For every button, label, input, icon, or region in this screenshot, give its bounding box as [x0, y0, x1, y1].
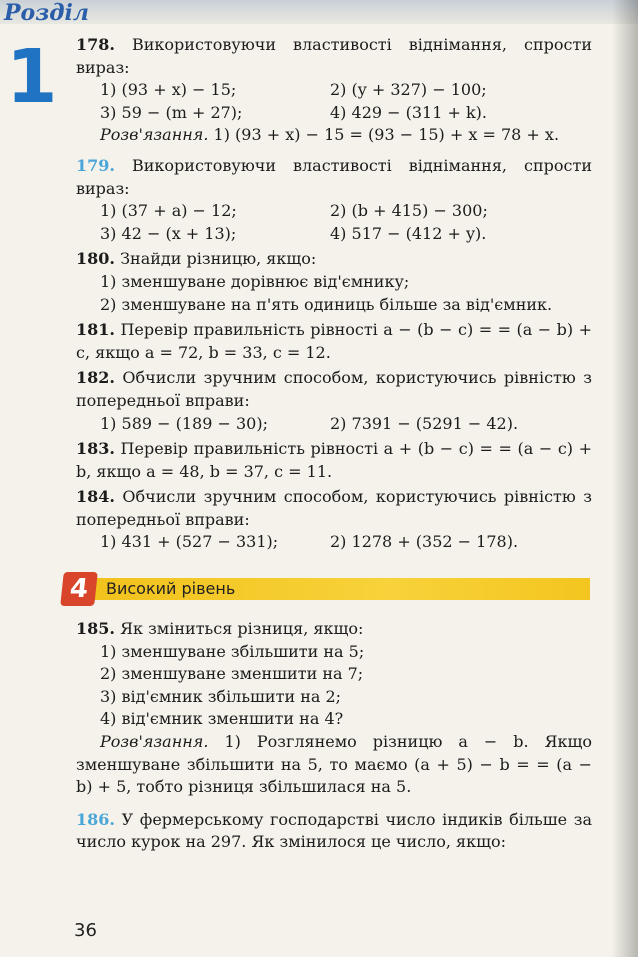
exercise-text: Як зміниться різниця, якщо: [120, 619, 364, 639]
level-banner [62, 572, 592, 606]
item: 2) 1278 + (352 − 178). [330, 532, 519, 552]
exercise-181 [76, 319, 592, 364]
level-label: Високий рівень [106, 579, 236, 599]
section-heading: Розділ [4, 0, 90, 26]
item: 3) 42 − (x + 13); [100, 223, 237, 243]
exercise-number: 180. [76, 249, 115, 269]
item: 4) 429 − (311 + k). [330, 102, 488, 122]
exercise-180 [76, 248, 592, 316]
page-number: 36 [74, 920, 97, 941]
exercise-184 [76, 486, 592, 554]
item: 1) зменшуване збільшити на 5; [100, 641, 365, 661]
page-edge-shadow [612, 0, 638, 957]
item: 3) 59 − (m + 27); [100, 102, 243, 122]
solution-text: 1) Розглянемо різницю a − b. Якщо зменшуване збільшити на 5, то маємо (a + 5) − b = = (a − b) + 5, тобто різниця збільшилася на 5. [76, 732, 593, 797]
item: 2) зменшуване на п'ять одиниць більше за від'ємник. [100, 294, 553, 314]
exercise-number: 181. [76, 320, 115, 340]
exercise-number: 178. [76, 35, 115, 54]
chapter-number: 1 [6, 34, 58, 120]
item: 4) від'ємник зменшити на 4? [100, 709, 344, 729]
item: 1) (37 + a) − 12; [100, 201, 237, 221]
exercise-text: Обчисли зручним способом, користуючись рівністю з попередньої вправи: [76, 368, 592, 410]
exercise-text: Використовуючи властивості віднімання, спрости вираз: [76, 155, 592, 198]
item: 2) (y + 327) − 100; [330, 80, 487, 100]
exercise-text: Знайди різницю, якщо: [120, 249, 317, 269]
exercise-number: 182. [76, 368, 115, 388]
exercise-179 [76, 155, 592, 245]
item: 1) зменшуване дорівнює від'ємнику; [100, 271, 410, 291]
exercise-183 [76, 438, 592, 483]
level-badge: 4 [60, 572, 98, 606]
exercise-items [76, 531, 592, 554]
item: 1) 431 + (527 − 331); [100, 532, 279, 552]
item: 1) 589 − (189 − 30); [100, 413, 268, 433]
exercise-178 [76, 34, 592, 147]
exercise-items [76, 79, 592, 124]
item: 2) (b + 415) − 300; [330, 201, 488, 221]
exercise-number: 179. [76, 155, 115, 175]
exercise-number: 184. [76, 487, 115, 507]
solution-text: 1) (93 + x) − 15 = (93 − 15) + x = 78 + x. [213, 125, 560, 145]
item: 2) зменшуване зменшити на 7; [100, 664, 364, 684]
exercise-number: 185. [76, 619, 115, 639]
exercise-text: Перевір правильність рівності a − (b − c) = = (a − b) + c, якщо a = 72, b = 33, c = 12. [76, 320, 592, 362]
exercise-text: Перевір правильність рівності a + (b − c) = = (a − c) + b, якщо a = 48, b = 37, c = 11. [76, 439, 592, 481]
exercise-185 [76, 618, 592, 799]
item: 1) (93 + x) − 15; [100, 80, 237, 100]
exercise-text: У фермерському господарстві число індиків більше за число курок на 297. Як змінилося це число, якщо: [76, 809, 592, 852]
exercise-186 [76, 809, 592, 854]
item: 3) від'ємник збільшити на 2; [100, 686, 342, 706]
item: 4) 517 − (412 + y). [330, 223, 487, 243]
exercise-items [76, 413, 592, 436]
item: 2) 7391 − (5291 − 42). [330, 413, 519, 433]
exercise-number: 183. [76, 439, 115, 459]
solution-label: Розв'язання. [100, 125, 209, 145]
page-top-band [0, 0, 638, 24]
solution-label: Розв'язання. [100, 732, 209, 752]
exercise-items [76, 200, 592, 245]
exercise-182 [76, 367, 592, 435]
page-content [68, 34, 593, 857]
exercise-number: 186. [76, 809, 115, 829]
exercise-text: Обчисли зручним способом, користуючись рівністю з попередньої вправи: [76, 487, 592, 529]
exercise-text: Використовуючи властивості віднімання, спрости вираз: [76, 35, 592, 77]
